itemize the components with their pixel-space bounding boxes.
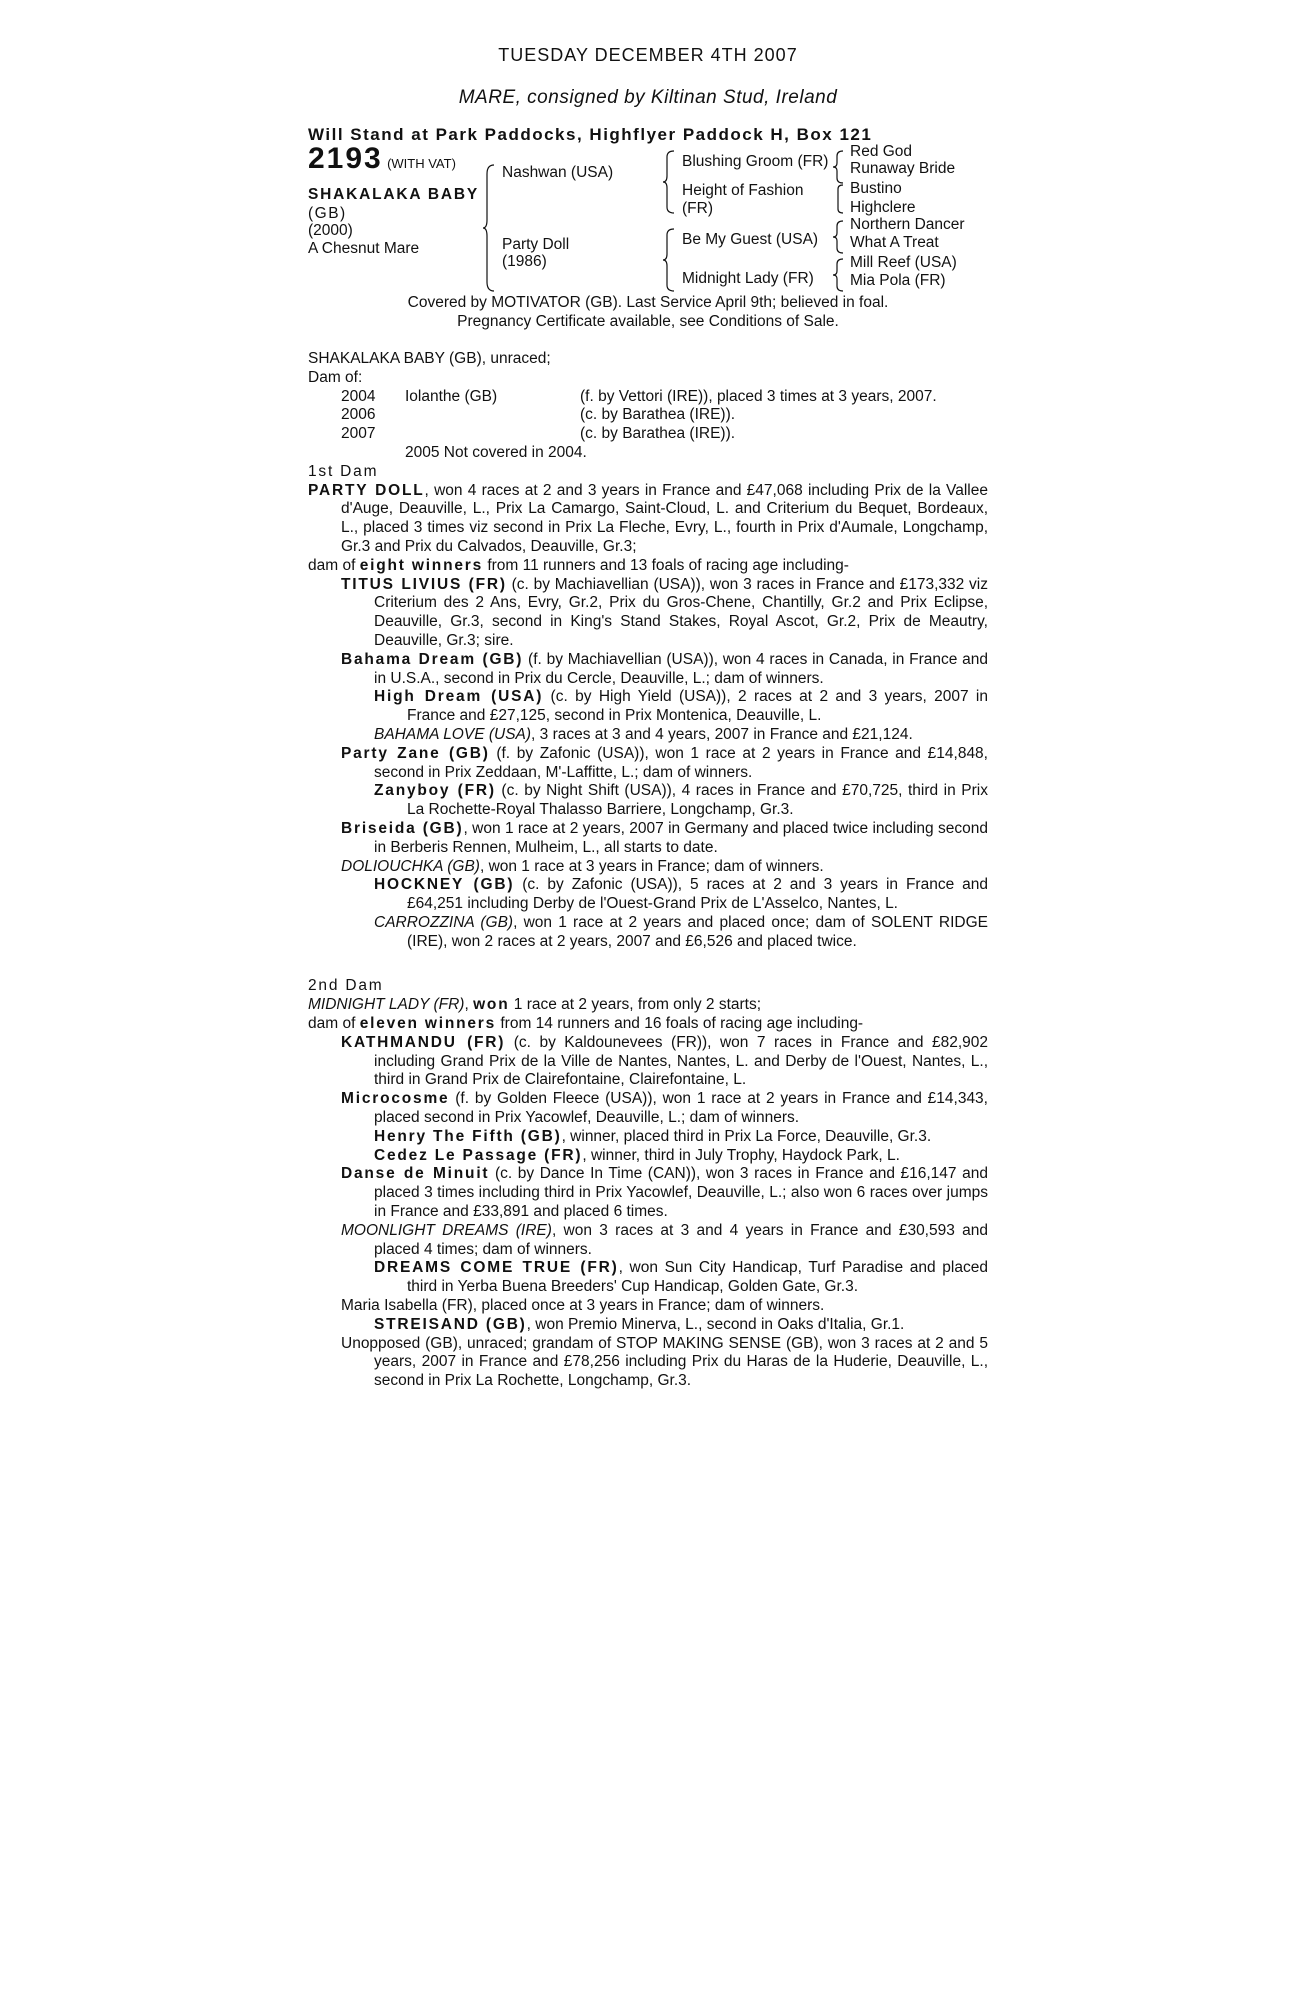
lot-number: 2193 xyxy=(308,142,383,176)
produce-details: (c. by Night Shift (USA)), 4 races in France and £70,725, third in Prix La Rochette-Royal Thalasso Barriere, Longchamp, Gr.3. xyxy=(407,782,988,819)
offspring-details: (c. by Barathea (IRE)). xyxy=(580,425,736,443)
first-dam-entries xyxy=(308,576,988,952)
produce-name: TITUS LIVIUS (FR) xyxy=(341,575,507,593)
produce-details: (c. by Machiavellian (USA)), won 3 races in France and £173,332 viz Criterium des 2 Ans, Evry, Gr.2, Prix du Gros-Chene, Chantilly, Gr.2 and Prix Eclipse, Deauville, Gr.3, second in King's Stand Stakes, Royal Ascot, Gr.2, Prix de Meautry, Deauville, Gr.3; sire. xyxy=(374,575,988,649)
produce-details: (c. by High Yield (USA)), 2 races at 2 and 3 years, 2007 in France and £27,125, second in Prix Montenica, Deauville, L. xyxy=(407,688,988,725)
produce-entry xyxy=(374,726,988,745)
produce-entry xyxy=(374,1147,988,1166)
produce-entry xyxy=(374,876,988,914)
produce-entry xyxy=(374,782,988,820)
produce-details: , won Sun City Handicap, Turf Paradise and placed third in Yerba Buena Breeders' Cup Handicap, Golden Gate, Gr.3. xyxy=(407,1259,988,1296)
produce-name: DOLIOUCHKA (GB) xyxy=(341,857,480,875)
pedigree-brace-ss xyxy=(832,150,844,184)
offspring-year: 2006 xyxy=(341,406,376,424)
pedigree-ds-sire: Northern Dancer xyxy=(850,216,965,234)
pedigree-brace-sire xyxy=(662,150,676,214)
produce-details: , won 1 race at 2 years and placed once; dam of SOLENT RIDGE (IRE), won 2 races at 2 years, 2007 and £6,526 and placed twice. xyxy=(407,913,988,950)
winners-count: eleven winners xyxy=(359,1015,497,1033)
produce-details: , won Premio Minerva, L., second in Oaks d'Italia, Gr.1. xyxy=(526,1315,905,1333)
second-dam-name: MIDNIGHT LADY (FR) xyxy=(308,996,465,1014)
second-dam-section xyxy=(308,977,988,1391)
produce-entry xyxy=(374,914,988,952)
produce-name: Microcosme xyxy=(341,1090,450,1108)
produce-entry xyxy=(341,1034,988,1090)
pedigree-dam-sire: Be My Guest (USA) xyxy=(682,231,819,249)
produce-name: High Dream (USA) xyxy=(374,688,544,706)
produce-entry xyxy=(374,1316,988,1335)
pregnancy-line: Pregnancy Certificate available, see Conditions of Sale. xyxy=(457,313,839,331)
text-span: , xyxy=(464,996,474,1014)
produce-details: , won 1 race at 3 years in France; dam of winners. xyxy=(479,857,824,875)
produce-entry xyxy=(341,1222,988,1260)
pedigree-brace-ds xyxy=(832,220,844,254)
produce-entry xyxy=(341,1090,988,1128)
mare-intro: SHAKALAKA BABY (GB), unraced; xyxy=(308,349,551,367)
produce-entry xyxy=(341,1297,988,1316)
offspring-row xyxy=(341,406,963,425)
produce-details: , winner, placed third in Prix La Force, Deauville, Gr.3. xyxy=(561,1127,932,1145)
offspring-row xyxy=(341,425,963,444)
produce-name: HOCKNEY (GB) xyxy=(374,876,515,894)
stand-location: Will Stand at Park Paddocks, Highflyer Paddock H, Box 121 xyxy=(308,124,873,144)
produce-details: (f. by Zafonic (USA)), won 1 race at 2 years in France and £14,848, second in Prix Zeddaan, M'-Laffitte, L.; dam of winners. xyxy=(374,744,988,781)
pedigree-brace-main xyxy=(482,164,496,292)
produce-entry xyxy=(374,1128,988,1147)
produce-name: Party Zane (GB) xyxy=(341,744,490,762)
mare-section xyxy=(308,350,988,463)
produce-details: (c. by Kaldounevees (FR)), won 7 races in France and £82,902 including Grand Prix de la Ville de Nantes, Nantes, L. and Derby de l'Ouest, Nantes, L., third in Grand Prix de Clairefontaine, Clairefontaine, L. xyxy=(374,1033,989,1089)
produce-entry xyxy=(341,651,988,689)
vat-label: (WITH VAT) xyxy=(387,156,456,172)
pedigree-brace-sd xyxy=(834,184,844,214)
produce-name: BAHAMA LOVE (USA) xyxy=(374,725,532,743)
pedigree-sire-dam-country: (FR) xyxy=(682,200,713,218)
horse-country: (GB) xyxy=(308,205,347,223)
pedigree-sd-dam: Highclere xyxy=(850,199,916,217)
pedigree-sire-dam: Height of Fashion xyxy=(682,182,804,200)
consignor-line: MARE, consigned by Kiltinan Stud, Ireland xyxy=(458,86,838,108)
produce-details: , winner, third in July Trophy, Haydock Park, L. xyxy=(582,1146,900,1164)
produce-entry xyxy=(374,688,988,726)
pedigree-ds-dam: What A Treat xyxy=(850,234,939,252)
produce-details: , 3 races at 3 and 4 years, 2007 in France and £21,124. xyxy=(531,725,913,743)
produce-details: (c. by Dance In Time (CAN)), won 3 races in France and £16,147 and placed 3 times including third in Prix Yacowlef, Deauville, L.; also won 6 races over jumps in France and £33,891 and placed 6 times. xyxy=(374,1165,988,1221)
pedigree-sire: Nashwan (USA) xyxy=(502,164,614,182)
produce-name: MOONLIGHT DREAMS (IRE) xyxy=(341,1221,552,1239)
horse-name: SHAKALAKA BABY xyxy=(308,186,480,204)
offspring-year: 2004 xyxy=(341,387,376,405)
produce-entry xyxy=(341,745,988,783)
sale-date: TUESDAY DECEMBER 4TH 2007 xyxy=(498,45,798,65)
produce-details: , won 1 race at 2 years, 2007 in Germany and placed twice including second in Berberis Rennen, Mulheim, L., all starts to date. xyxy=(374,819,989,856)
horse-year: (2000) xyxy=(308,222,353,240)
produce-details: , won 3 races at 3 and 4 years in France and £30,593 and placed 4 times; dam of winners. xyxy=(374,1221,989,1258)
offspring-name: Iolanthe (GB) xyxy=(405,387,498,405)
first-dam-produce xyxy=(308,557,988,576)
winners-count: eight winners xyxy=(359,556,484,574)
first-dam-section xyxy=(308,463,988,952)
offspring-year: 2007 xyxy=(341,425,376,443)
lot-number-line xyxy=(308,142,456,176)
produce-name: DREAMS COME TRUE (FR) xyxy=(374,1259,619,1277)
produce-name: Bahama Dream (GB) xyxy=(341,650,524,668)
pedigree-dd-sire: Mill Reef (USA) xyxy=(850,254,957,272)
produce-entry xyxy=(341,820,988,858)
pedigree-ss-dam: Runaway Bride xyxy=(850,160,956,178)
produce-entry xyxy=(374,1259,988,1297)
covered-line: Covered by MOTIVATOR (GB). Last Service April 9th; believed in foal. xyxy=(407,294,889,312)
produce-details: Unopposed (GB), unraced; grandam of STOP MAKING SENSE (GB), won 3 races at 2 and 5 years, 2007 in France and £78,256 including Prix du Haras de la Huderie, Deauville, L., second in Prix La Rochette, Longchamp, Gr.3. xyxy=(341,1334,988,1390)
pedigree-sd-sire: Bustino xyxy=(850,180,902,198)
first-dam-name: PARTY DOLL xyxy=(308,481,425,499)
catalogue-page xyxy=(308,40,988,1391)
text-span: from 14 runners and 16 foals of racing age including- xyxy=(496,1015,864,1033)
produce-name: STREISAND (GB) xyxy=(374,1315,527,1333)
pedigree-block xyxy=(308,142,988,294)
pedigree-sire-sire: Blushing Groom (FR) xyxy=(682,153,829,171)
text-span: from 11 runners and 13 foals of racing age including- xyxy=(483,556,849,574)
produce-name: Briseida (GB) xyxy=(341,819,464,837)
pedigree-dd-dam: Mia Pola (FR) xyxy=(850,272,946,290)
pedigree-ss-sire: Red God xyxy=(850,143,913,161)
pedigree-brace-dam xyxy=(662,228,676,292)
pedigree-dam-dam: Midnight Lady (FR) xyxy=(682,270,814,288)
text-span: dam of xyxy=(308,556,360,574)
produce-name: Danse de Minuit xyxy=(341,1165,490,1183)
second-dam-entries xyxy=(308,1034,988,1391)
covering-note: 2005 Not covered in 2004. xyxy=(405,443,587,461)
text-span: won xyxy=(473,996,510,1014)
offspring-table xyxy=(341,388,963,444)
pedigree-dam: Party Doll xyxy=(502,236,570,254)
produce-name: Zanyboy (FR) xyxy=(374,782,496,800)
produce-name: CARROZZINA (GB) xyxy=(374,913,514,931)
produce-details: (f. by Machiavellian (USA)), won 4 races in Canada, in France and in U.S.A., second in Prix du Cercle, Deauville, L.; dam of winners. xyxy=(374,650,988,687)
first-dam-record xyxy=(308,482,988,557)
second-dam-record xyxy=(308,996,988,1015)
offspring-details: (c. by Barathea (IRE)). xyxy=(580,406,736,424)
pedigree-brace-dd xyxy=(832,258,844,292)
produce-name: Henry The Fifth (GB) xyxy=(374,1127,562,1145)
horse-description: A Chesnut Mare xyxy=(308,240,420,258)
produce-name: Cedez Le Passage (FR) xyxy=(374,1146,583,1164)
produce-details: Maria Isabella (FR), placed once at 3 years in France; dam of winners. xyxy=(341,1297,825,1315)
produce-entry xyxy=(341,1335,988,1391)
produce-details: (c. by Zafonic (USA)), 5 races at 2 and 3 years in France and £64,251 including Derby de l'Ouest-Grand Prix de L'Asselco, Nantes, L. xyxy=(407,876,988,913)
pedigree-dam-year: (1986) xyxy=(502,253,547,271)
produce-details: (f. by Golden Fleece (USA)), won 1 race at 2 years in France and £14,343, placed second in Prix Yacowlef, Deauville, L.; dam of winners. xyxy=(374,1090,988,1127)
first-dam-heading: 1st Dam xyxy=(308,462,379,480)
text-span: dam of xyxy=(308,1015,360,1033)
produce-entry xyxy=(341,1165,988,1221)
second-dam-heading: 2nd Dam xyxy=(308,977,384,995)
text-span: 1 race at 2 years, from only 2 starts; xyxy=(509,996,762,1014)
first-dam-record-text: , won 4 races at 2 and 3 years in France and £47,068 including Prix de la Vallee d'Auge, Deauville, L., Prix La Camargo, Saint-Cloud, L. and Criterium du Bequet, Bordeaux, L., placed 3 times viz second in Prix La Fleche, Evry, L., fourth in Prix d'Aumale, Longchamp, Gr.3 and Prix du Calvados, Deauville, Gr.3; xyxy=(341,481,988,555)
second-dam-produce xyxy=(308,1015,988,1034)
produce-entry xyxy=(341,858,988,877)
dam-of-label: Dam of: xyxy=(308,368,363,386)
offspring-details: (f. by Vettori (IRE)), placed 3 times at 3 years, 2007. xyxy=(580,387,937,405)
produce-entry xyxy=(341,576,988,651)
produce-name: KATHMANDU (FR) xyxy=(341,1033,506,1051)
offspring-row xyxy=(341,388,963,407)
